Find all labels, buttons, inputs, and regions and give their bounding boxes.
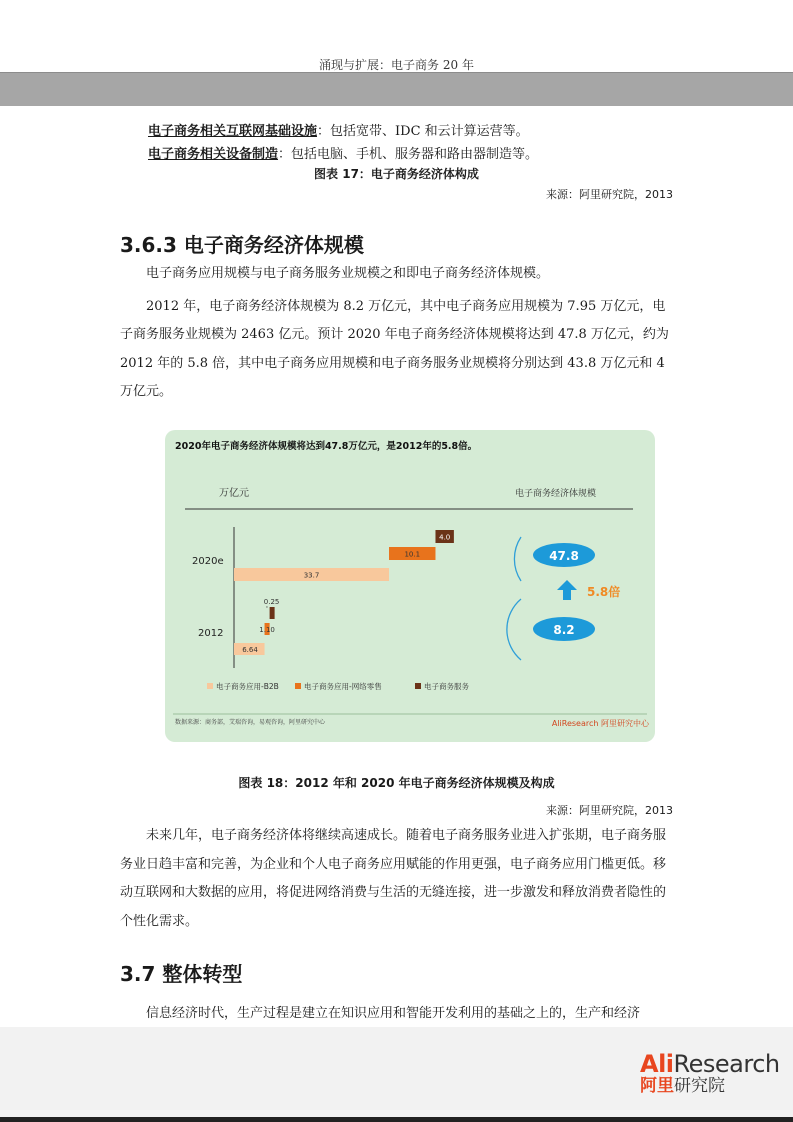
logo-cn-rest: 研究院 bbox=[674, 1076, 725, 1096]
bar-2-1 bbox=[270, 607, 275, 619]
multiple-label: 5.8倍 bbox=[587, 585, 621, 599]
category-label: 2020e bbox=[192, 556, 224, 567]
intro-item-text: ：包括电脑、手机、服务器和路由器制造等。 bbox=[278, 147, 539, 162]
legend bbox=[207, 681, 469, 691]
legend-swatch bbox=[207, 683, 213, 689]
section37-body bbox=[120, 1000, 673, 1029]
legend-swatch bbox=[295, 683, 301, 689]
value-label: 0.25 bbox=[263, 598, 280, 606]
unit-label: 万亿元 bbox=[219, 488, 249, 499]
figure17-source: 来源：阿里研究院，2013 bbox=[546, 188, 673, 201]
legend-label: 电子商务应用-网络零售 bbox=[304, 682, 382, 691]
figure17-caption: 图表 17：电子商务经济体构成 bbox=[314, 167, 479, 181]
chart-title: 2020年电子商务经济体规模将达到47.8万亿元，是2012年的5.8倍。 bbox=[175, 441, 478, 452]
value-label: 6.64 bbox=[242, 646, 258, 654]
logo-cn-red: 阿里 bbox=[640, 1076, 674, 1096]
value-label: 33.7 bbox=[303, 571, 320, 580]
intro-item-1 bbox=[148, 120, 529, 139]
bottom-bar bbox=[0, 1117, 793, 1122]
figure18-source: 来源：阿里研究院，2013 bbox=[546, 804, 673, 817]
brace-lower bbox=[507, 599, 521, 660]
bars-group bbox=[234, 530, 454, 655]
intro-item-text: ：包括宽带、IDC 和云计算运营等。 bbox=[317, 124, 529, 139]
logo-en-red: Ali bbox=[640, 1050, 674, 1078]
value-label-small: ' bbox=[266, 605, 268, 613]
intro-item-term: 电子商务相关设备制造 bbox=[148, 147, 279, 162]
chart-watermark: AliResearch 阿里研究中心 bbox=[551, 719, 649, 728]
chart-panel bbox=[165, 430, 655, 742]
paragraph: 2012 年，电子商务经济体规模为 8.2 万亿元，其中电子商务应用规模为 7.95 万亿元，电子商务服务业规模为 2463 亿元。预计 2020 年电子商务经济体规模将达到 47.8 万亿元，约为 2012 年的 5.8 倍，其中电子商务应用规模和电子商务服务业规模将分别达到 43.8 万亿元和 4 万亿元。 bbox=[120, 298, 669, 399]
value-label: 4.0 bbox=[439, 533, 451, 542]
aliresearch-logo bbox=[640, 1052, 780, 1096]
chart-svg bbox=[165, 430, 655, 742]
logo-en-rest: Research bbox=[673, 1050, 780, 1078]
intro-item-term: 电子商务相关互联网基础设施 bbox=[148, 124, 318, 139]
category-label: 2012 bbox=[198, 628, 224, 639]
paragraph: 未来几年，电子商务经济体将继续高速成长。随着电子商务服务业进入扩张期，电子商务服务业日趋丰富和完善，为企业和个人电子商务应用赋能的作用更强，电子商务应用门槛更低。移动互联网和大数据的应用，将促进网络消费与生活的无缝连接，进一步激发和释放消费者隐性的个性化需求。 bbox=[120, 828, 667, 929]
value-label: 1.10 bbox=[259, 626, 275, 634]
total-label: 8.2 bbox=[553, 623, 575, 637]
chart-note: 数据来源：商务部，艾瑞咨询，易观咨询，阿里研究中心 bbox=[175, 719, 326, 726]
right-header: 电子商务经济体规模 bbox=[515, 489, 597, 499]
after-chart-body bbox=[120, 822, 673, 936]
paragraph: 电子商务应用规模与电子商务服务业规模之和即电子商务经济体规模。 bbox=[146, 266, 550, 281]
legend-swatch bbox=[415, 683, 421, 689]
figure18-caption: 图表 18：2012 年和 2020 年电子商务经济体规模及构成 bbox=[238, 776, 555, 790]
section363-body bbox=[120, 260, 673, 407]
legend-label: 电子商务应用-B2B bbox=[216, 682, 279, 691]
section-heading-363: 3.6.3 电子商务经济体规模 bbox=[120, 233, 364, 257]
growth-arrow-icon bbox=[557, 580, 577, 600]
total-label: 47.8 bbox=[549, 549, 579, 563]
paragraph: 信息经济时代，生产过程是建立在知识应用和智能开发利用的基础之上的，生产和经济 bbox=[146, 1006, 641, 1021]
value-label: 10.1 bbox=[404, 550, 421, 559]
running-header: 涌现与扩展：电子商务 20 年 bbox=[319, 58, 474, 72]
brace-upper bbox=[514, 537, 521, 581]
header-band bbox=[0, 72, 793, 106]
section-heading-37: 3.7 整体转型 bbox=[120, 962, 243, 986]
intro-item-2 bbox=[148, 143, 538, 162]
legend-label: 电子商务服务 bbox=[424, 682, 469, 691]
